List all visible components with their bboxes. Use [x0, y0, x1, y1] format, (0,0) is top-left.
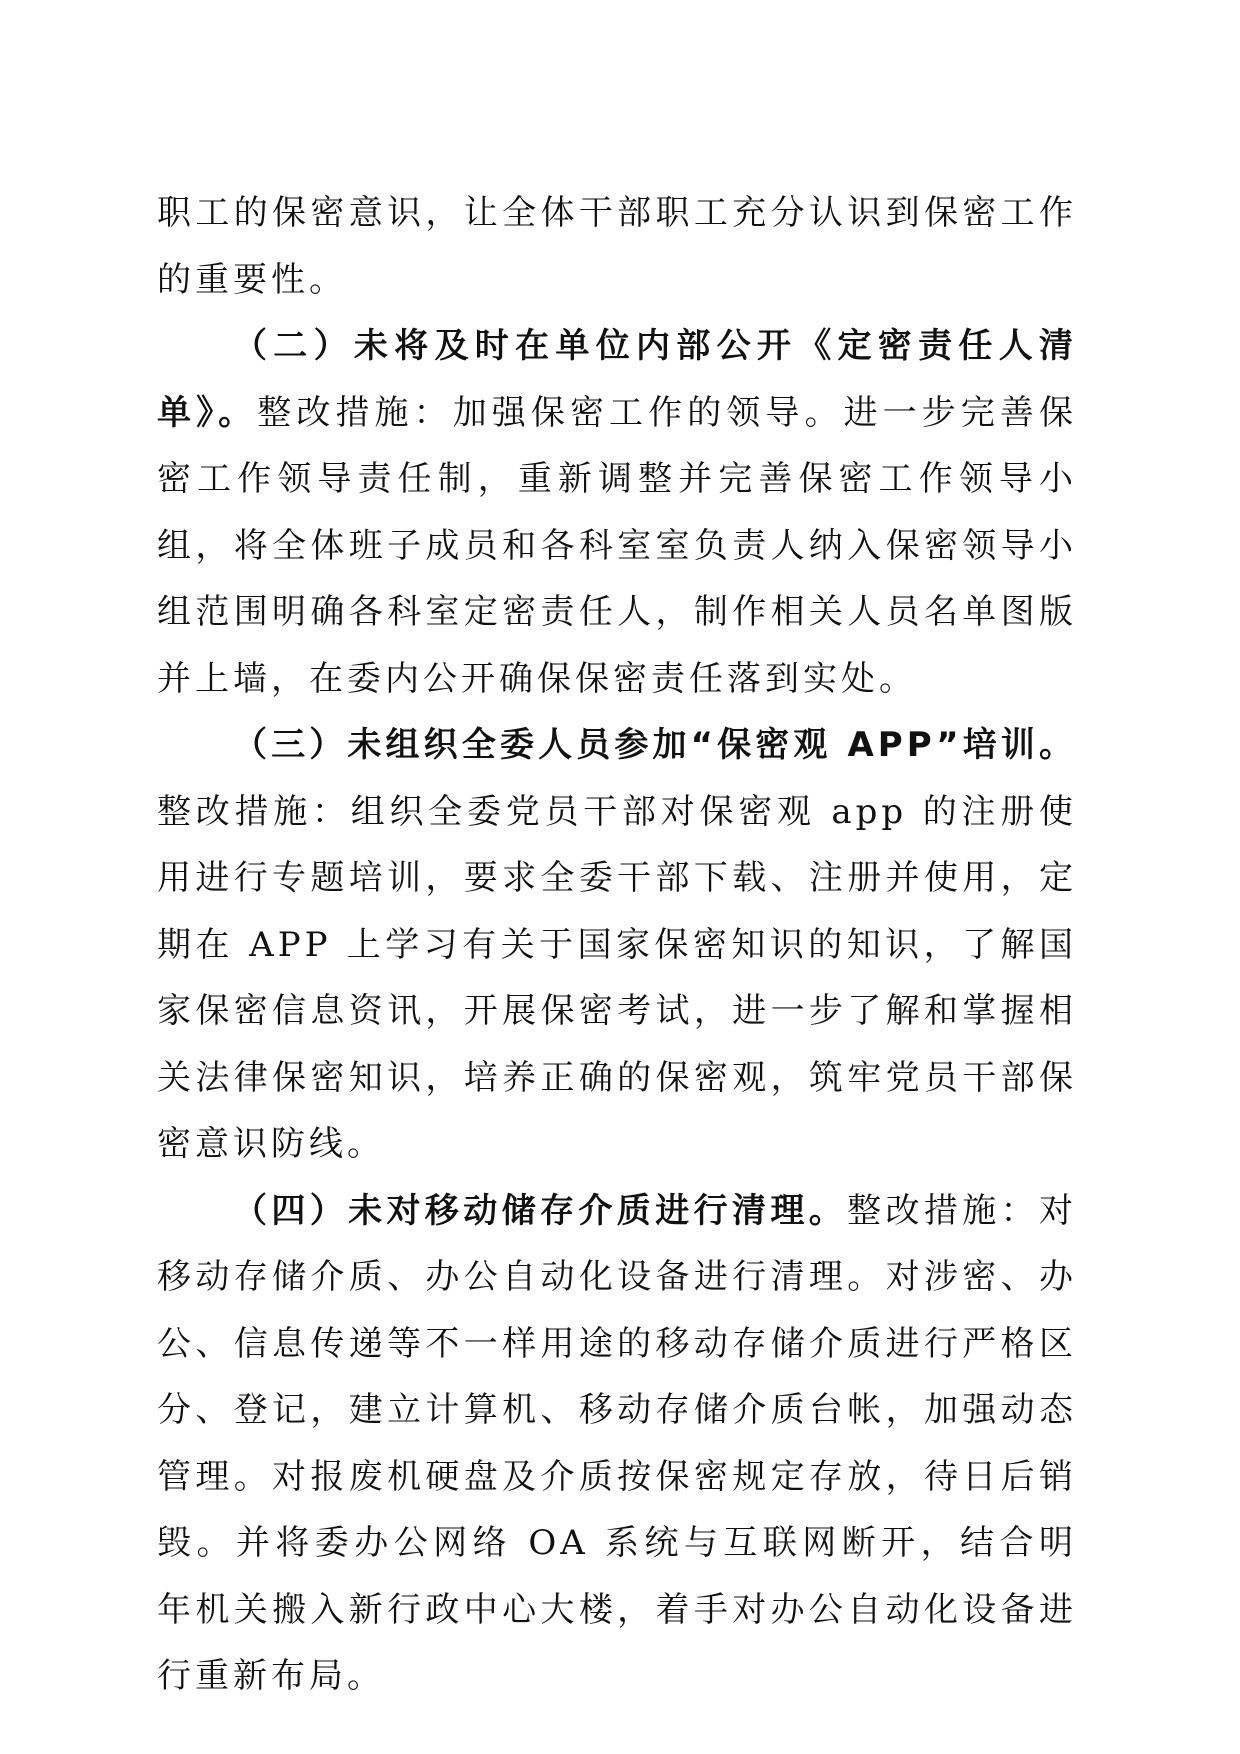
paragraph-body: 整改措施：对移动存储介质、办公自动化设备进行清理。对涉密、办公、信息传递等不一样用途的移动存储介质进行严格区分、登记，建立计算机、移动存储介质台帐，加强动态管理。对报废机硬盘及介质按保密规定存放，待日后销毁。并将委办公网络 OA 系统与互联网断开，结合明年机关搬入新行政中心大楼，着手对办公自动化设备进行重新布局。 — [157, 1190, 1078, 1696]
paragraph-item-2 — [157, 313, 1077, 712]
paragraph-continuation — [157, 180, 1077, 313]
document-body — [157, 180, 1077, 1710]
item-heading: （四）未对移动储存介质进行清理。 — [233, 1190, 848, 1231]
paragraph-body: 职工的保密意识，让全体干部职工充分认识到保密工作的重要性。 — [157, 193, 1077, 300]
paragraph-item-3 — [157, 712, 1077, 1178]
item-heading: （三）未组织全委人员参加“保密观 APP”培训。 — [233, 725, 1077, 765]
paragraph-item-4 — [157, 1178, 1077, 1710]
paragraph-body: 整改措施：组织全委党员干部对保密观 app 的注册使用进行专题培训，要求全委干部下载、注册并使用，定期在 APP 上学习有关于国家保密知识的知识，了解国家保密信息资讯，开展保密考试，进一步了解和掌握相关法律保密知识，培养正确的保密观，筑牢党员干部保密意识防线。 — [157, 791, 1077, 1164]
item-heading: （二）未将及时在单位内部公开《定密责任人清单》。 — [157, 326, 1077, 433]
paragraph-body: 整改措施：加强保密工作的领导。进一步完善保密工作领导责任制，重新调整并完善保密工作领导小组，将全体班子成员和各科室室负责人纳入保密领导小组范围明确各科室定密责任人，制作相关人员名单图版并上墙，在委内公开确保保密责任落到实处。 — [157, 392, 1078, 699]
